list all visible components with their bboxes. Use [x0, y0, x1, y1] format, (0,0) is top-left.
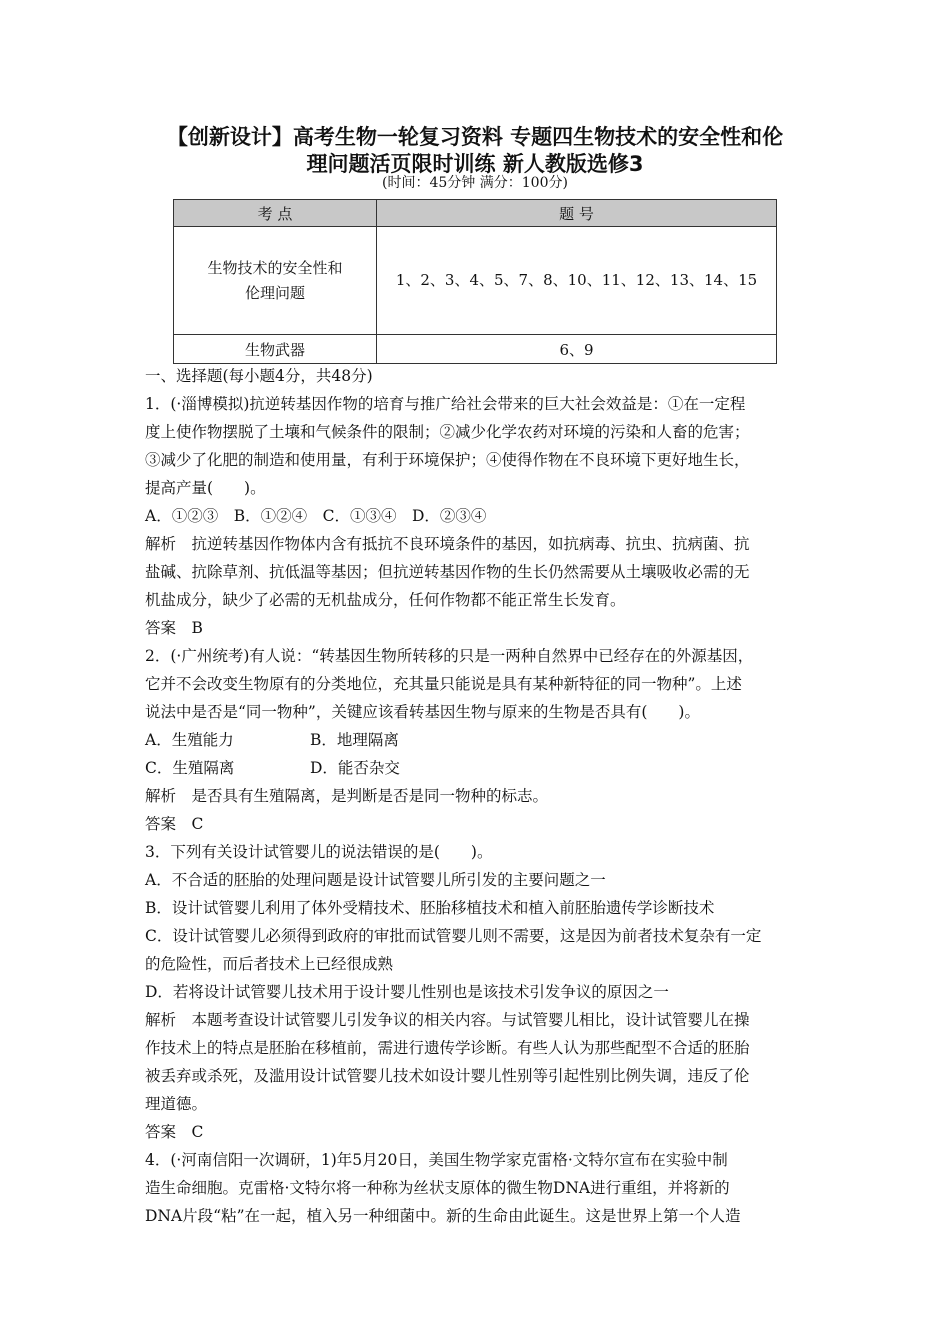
analysis-text: 盐碱、抗除草剂、抗低温等基因；但抗逆转基因作物的生长仍然需要从土壤吸收必需的无: [145, 563, 750, 581]
question-3: [145, 838, 813, 1146]
answer-text: 答案 C: [145, 1123, 204, 1141]
table-row: [174, 227, 777, 335]
analysis-text: 作技术上的特点是胚胎在移植前，需进行遗传学诊断。有些人认为那些配型不合适的胚胎: [145, 1039, 750, 1057]
question-text: 2．(·广州统考)有人说：“转基因生物所转移的只是一两种自然界中已经存在的外源基因，: [145, 647, 754, 665]
topic-cell: [174, 227, 377, 335]
analysis-text: 解析 本题考查设计试管婴儿引发争议的相关内容。与试管婴儿相比，设计试管婴儿在操: [145, 1011, 750, 1029]
document-title: [100, 124, 850, 178]
topic-table: [173, 199, 777, 364]
header-questions: 题 号: [377, 200, 777, 227]
question-text: 提高产量( )。: [145, 479, 266, 497]
question-text: ③减少了化肥的制造和使用量，有利于环境保护；④使得作物在不良环境下更好地生长，: [145, 451, 750, 469]
option-b: B．设计试管婴儿利用了体外受精技术、胚胎移植技术和植入前胚胎遗传学诊断技术: [145, 899, 715, 917]
options-row: [145, 754, 813, 782]
title-line-1: 【创新设计】高考生物一轮复习资料 专题四生物技术的安全性和伦: [166, 125, 784, 149]
analysis-text: 机盐成分，缺少了必需的无机盐成分，任何作物都不能正常生长发育。: [145, 591, 626, 609]
option-d: D．若将设计试管婴儿技术用于设计婴儿性别也是该技术引发争议的原因之一: [145, 983, 669, 1001]
options-row: [145, 726, 813, 754]
questions-cell: 1、2、3、4、5、7、8、10、11、12、13、14、15: [377, 227, 777, 335]
header-topic: 考 点: [174, 200, 377, 227]
table-header-row: [174, 200, 777, 227]
question-text: 度上使作物摆脱了土壤和气候条件的限制；②减少化学农药对环境的污染和人畜的危害；: [145, 423, 750, 441]
option-a: A．生殖能力: [145, 731, 234, 749]
question-text: 4．(·河南信阳一次调研，1)年5月20日，美国生物学家克雷格·文特尔宣布在实验中制: [145, 1151, 728, 1169]
question-text: DNA片段“粘”在一起，植入另一种细菌中。新的生命由此诞生。这是世界上第一个人造: [145, 1207, 741, 1225]
option-a: A．不合适的胚胎的处理问题是设计试管婴儿所引发的主要问题之一: [145, 871, 606, 889]
option-d: D．能否杂交: [310, 759, 400, 777]
question-text: 说法中是否是“同一物种”，关键应该看转基因生物与原来的生物是否具有( )。: [145, 703, 700, 721]
question-text: 3．下列有关设计试管婴儿的说法错误的是( )。: [145, 843, 493, 861]
table-row: [174, 335, 777, 364]
answer-text: 答案 C: [145, 815, 204, 833]
topic-line: 生物技术的安全性和: [207, 258, 343, 277]
question-2: [145, 642, 813, 838]
question-options: A．①②③ B．①②④ C．①③④ D．②③④: [145, 507, 487, 525]
question-text: 它并不会改变生物原有的分类地位，充其量只能说是具有某种新特征的同一物种”。上述: [145, 675, 742, 693]
analysis-text: 解析 抗逆转基因作物体内含有抵抗不良环境条件的基因，如抗病毒、抗虫、抗病菌、抗: [145, 535, 750, 553]
analysis-text: 被丢弃或杀死，及滥用设计试管婴儿技术如设计婴儿性别等引起性别比例失调，违反了伦: [145, 1067, 750, 1085]
topic-cell: 生物武器: [174, 335, 377, 364]
option-b: B．地理隔离: [310, 731, 399, 749]
option-c: C．生殖隔离: [145, 759, 235, 777]
topic-line: 伦理问题: [244, 283, 305, 302]
time-score-subtitle: (时间：45分钟 满分：100分): [382, 175, 568, 191]
question-text: 造生命细胞。克雷格·文特尔将一种称为丝状支原体的微生物DNA进行重组，并将新的: [145, 1179, 730, 1197]
analysis-text: 理道德。: [145, 1095, 208, 1113]
option-c: C．设计试管婴儿必须得到政府的审批而试管婴儿则不需要，这是因为前者技术复杂有一定: [145, 927, 762, 945]
question-4: [145, 1146, 813, 1230]
option-c: 的危险性，而后者技术上已经很成熟: [145, 955, 394, 973]
document-body: [145, 362, 813, 1230]
section-heading: 一、选择题(每小题4分，共48分): [145, 367, 373, 385]
questions-cell: 6、9: [377, 335, 777, 364]
analysis-text: 解析 是否具有生殖隔离，是判断是否是同一物种的标志。: [145, 787, 549, 805]
title-line-2: 理问题活页限时训练 新人教版选修3: [306, 152, 644, 176]
answer-text: 答案 B: [145, 619, 203, 637]
question-1: [145, 390, 813, 642]
question-text: 1．(·淄博模拟)抗逆转基因作物的培育与推广给社会带来的巨大社会效益是：①在一定程: [145, 395, 746, 413]
